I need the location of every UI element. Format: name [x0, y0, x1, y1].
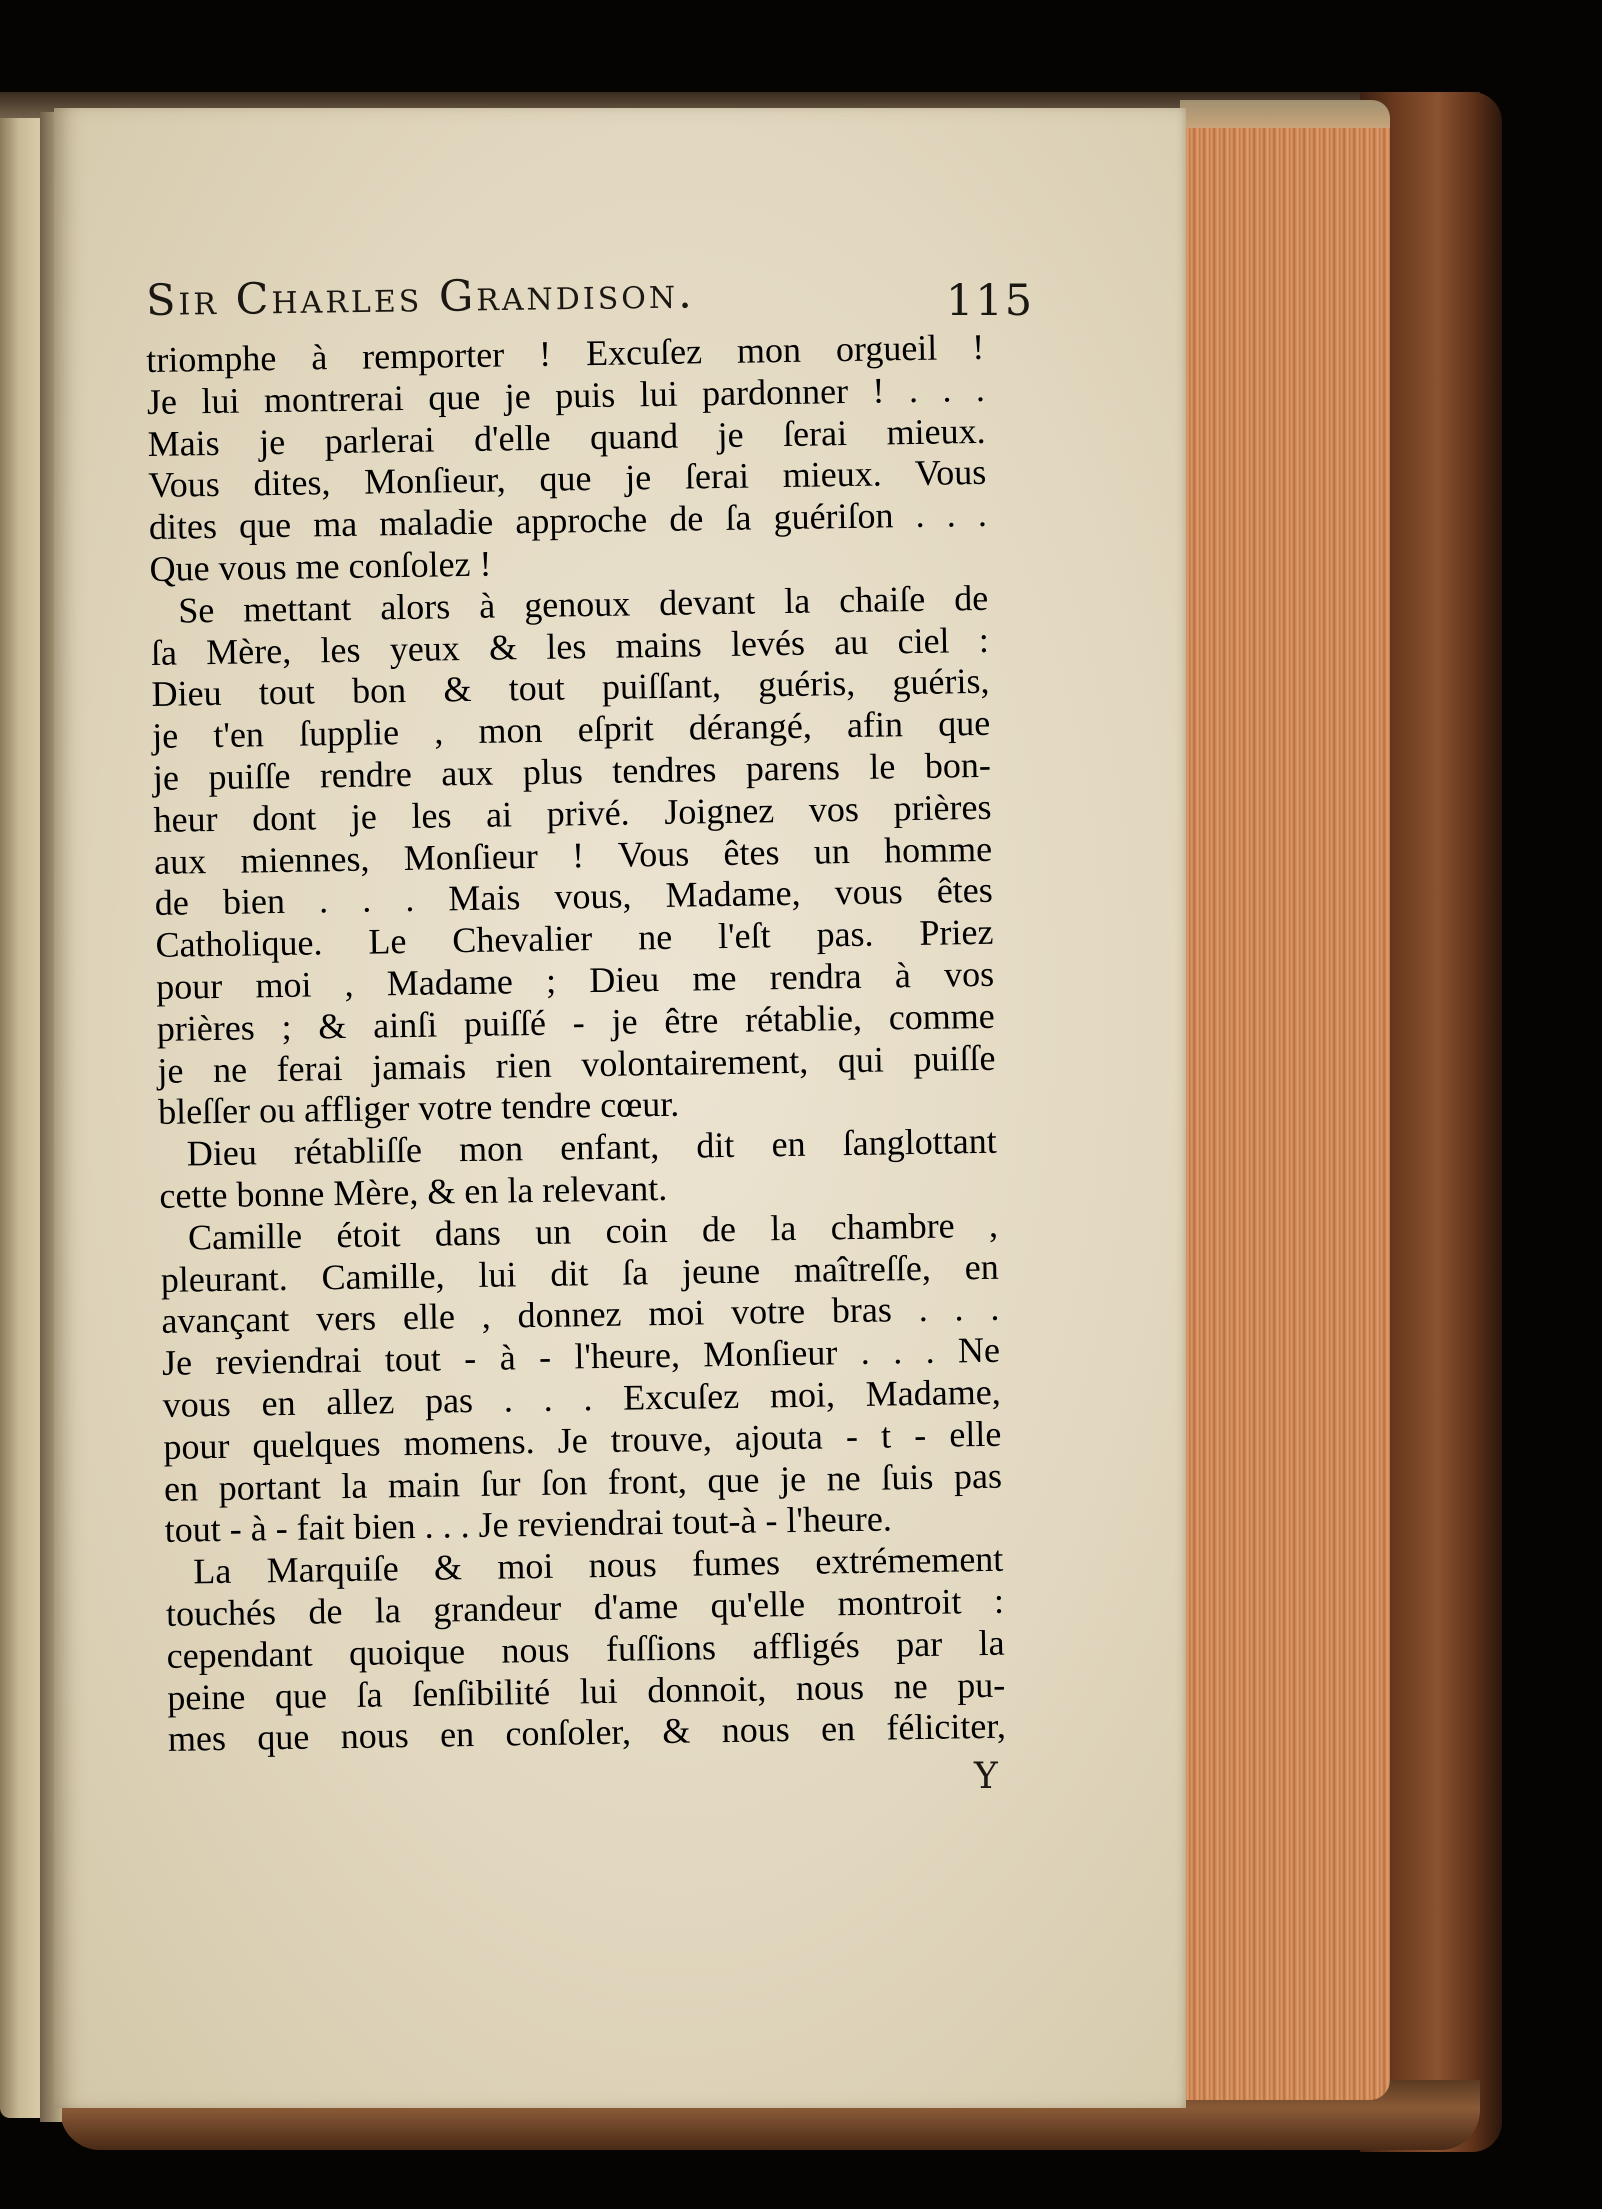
text-line: Je reviendrai tout - à - l'heure, Monſieur . . . Ne: [161, 1329, 1001, 1383]
text-line: je ne ferai jamais rien volontairement, qui puiſſe: [157, 1037, 996, 1091]
running-head: [145, 268, 1035, 336]
text-line: ſa Mère, les yeux & les mains levés au ciel :: [150, 619, 990, 673]
text-line: Vous dites, Monſieur, que je ſerai mieux. Vous: [147, 452, 987, 506]
page-body-text: [146, 326, 1068, 1761]
running-head-title: Sir Charles Grandison.: [145, 268, 696, 326]
text-line: cependant quoique nous fuſſions affligés par la: [166, 1622, 1005, 1676]
text-line: Dieu tout bon & tout puiſſant, guéris, guéris,: [151, 661, 990, 715]
text-line: heur dont je les ai privé. Joignez vos prières: [153, 786, 992, 840]
text-line: prières ; & ainſi puiſſé - je être rétablie, comme: [156, 995, 996, 1049]
text-line: dites que ma maladie approche de ſa guériſon . . .: [148, 494, 988, 548]
page-fore-edge: [1180, 100, 1390, 2100]
text-line: Camille étoit dans un coin de la chambre ,: [187, 1204, 999, 1258]
text-line: je t'en ſupplie , mon eſprit dérangé, afin que: [151, 702, 991, 757]
text-line: de bien . . . Mais vous, Madame, vous êtes: [154, 870, 994, 924]
text-line: Mais je parlerai d'elle quand je ſerai mieux.: [147, 410, 986, 464]
book-page: [54, 108, 1186, 2108]
text-line: Je lui montrerai que je puis lui pardonner ! . . .: [146, 368, 986, 422]
text-line: cette bonne Mère, & en la relevant.: [159, 1167, 668, 1216]
text-line: peine que ſa ſenſibilité lui donnoit, nous ne pu-: [167, 1664, 1006, 1718]
page-number: 115: [946, 276, 1035, 326]
text-line: Que vous me conſolez !: [149, 543, 492, 589]
text-line: bleſſer ou affliger votre tendre cœur.: [157, 1084, 680, 1133]
text-line: Catholique. Le Chevalier ne l'eſt pas. Priez: [155, 911, 994, 966]
text-line: en portant la main ſur ſon front, que je ne ſuis pas: [163, 1455, 1003, 1509]
text-line: avançant vers elle , donnez moi votre bras . . .: [161, 1288, 1000, 1342]
catchword: Y: [974, 1756, 998, 1797]
page-fore-edge-top: [1180, 100, 1390, 128]
text-line: pleurant. Camille, lui dit ſa jeune maîtreſſe, en: [160, 1246, 999, 1300]
text-line: pour moi , Madame ; Dieu me rendra à vos: [155, 953, 995, 1007]
text-line: La Marquiſe & moi nous fumes extrémement: [193, 1538, 1004, 1592]
text-line: Dieu rétabliſſe mon enfant, dit en ſanglottant: [186, 1120, 997, 1174]
text-line: je puiſſe rendre aux plus tendres parens le bon-: [152, 744, 992, 798]
text-line: Se mettant alors à genoux devant la chaiſe de: [177, 577, 989, 631]
text-line: aux miennes, Monſieur ! Vous êtes un homme: [153, 828, 993, 882]
text-line: mes que nous en conſoler, & nous en féliciter,: [167, 1705, 1007, 1760]
text-line: pour quelques momens. Je trouve, ajouta - t - elle: [163, 1413, 1002, 1467]
text-line: triomphe à remporter ! Excuſez mon orgueil !: [146, 326, 985, 380]
text-line: vous en allez pas . . . Excuſez moi, Madame,: [162, 1371, 1001, 1425]
text-line: tout - à - fait bien . . . Je reviendrai tout-à - l'heure.: [164, 1498, 893, 1551]
text-line: touchés de la grandeur d'ame qu'elle montroit :: [165, 1580, 1005, 1634]
